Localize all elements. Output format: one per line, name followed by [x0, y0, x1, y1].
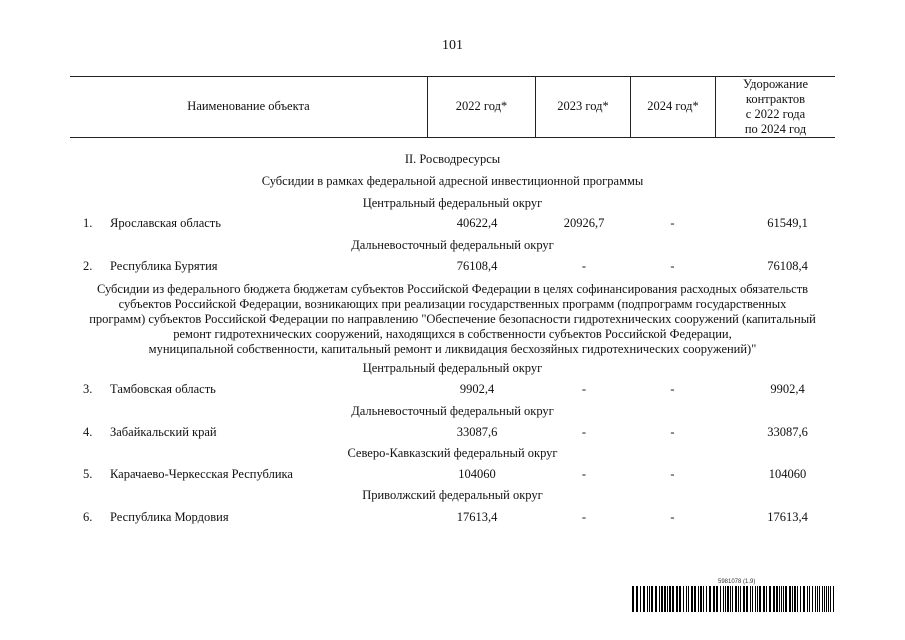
row-number: 4.: [83, 425, 93, 439]
table-row: [70, 425, 835, 441]
barcode-bar: [759, 586, 761, 612]
district-heading: Приволжский федеральный округ: [362, 488, 543, 502]
section-agency: II. Росводресурсы: [404, 152, 501, 166]
row-name: Забайкальский край: [110, 425, 217, 439]
barcode-bar: [698, 586, 699, 612]
table-row: [70, 259, 835, 275]
row-name: Тамбовская область: [110, 382, 216, 396]
row-2023: -: [581, 510, 587, 524]
header-increase-line: Удорожание: [742, 76, 808, 91]
barcode-bar: [640, 586, 641, 612]
header-increase-line: с 2022 года: [745, 106, 806, 121]
barcode-bar: [735, 586, 737, 612]
barcode-bar: [794, 586, 796, 612]
barcode-bar: [830, 586, 831, 612]
barcode-bar: [776, 586, 778, 612]
row-2022: 9902,4: [459, 382, 495, 396]
barcode-bar: [797, 586, 798, 612]
barcode-bar: [740, 586, 741, 612]
barcode-bar: [746, 586, 748, 612]
barcode-bar: [664, 586, 666, 612]
barcode-bar: [667, 586, 668, 612]
barcode-bar: [757, 586, 758, 612]
program-text-line: субъектов Российской Федерации, возникающих при реализации государственных программ (подпрограмм государственных: [118, 297, 787, 311]
barcode-label: 5981078 (1.9): [718, 579, 756, 585]
barcode-bar: [643, 586, 645, 612]
row-2023: -: [581, 259, 587, 273]
table-row: [70, 382, 835, 398]
barcode-bar: [723, 586, 724, 612]
table-row: [70, 510, 835, 526]
barcode-bar: [676, 586, 678, 612]
barcode-bar: [709, 586, 711, 612]
row-2024: -: [670, 382, 675, 396]
barcode-bar: [659, 586, 660, 612]
barcode-bar: [766, 586, 767, 612]
barcode-bar: [752, 586, 753, 612]
barcode-bar: [779, 586, 780, 612]
row-increase: 76108,4: [767, 259, 808, 273]
row-name: Республика Мордовия: [110, 510, 229, 524]
barcode-bar: [815, 586, 816, 612]
barcode-bar: [636, 586, 638, 612]
row-2023: -: [581, 425, 587, 439]
header-increase-line: контрактов: [745, 91, 806, 106]
row-2022: 40622,4: [456, 216, 498, 230]
barcode-bar: [725, 586, 726, 612]
barcode-bar: [661, 586, 663, 612]
row-2022: 17613,4: [456, 510, 498, 524]
barcode-bar: [833, 586, 834, 612]
district-heading: Дальневосточный федеральный округ: [351, 238, 554, 252]
row-increase: 9902,4: [770, 382, 805, 396]
barcode-bar: [800, 586, 801, 612]
row-2024: -: [670, 510, 675, 524]
barcode-bar: [785, 586, 787, 612]
barcode-bar: [763, 586, 765, 612]
barcode-bar: [789, 586, 791, 612]
barcode-bar: [783, 586, 784, 612]
row-increase: 104060: [768, 467, 807, 481]
page-number: 101: [442, 38, 463, 53]
row-2024: -: [670, 216, 675, 230]
barcode-bar: [651, 586, 653, 612]
barcode-bar: [703, 586, 704, 612]
header-increase: [716, 76, 835, 137]
program-text-line: программ) субъектов Российской Федерации по направлению "Обеспечение безопасности гидротехнических сооружений (капитальный: [89, 312, 816, 326]
barcode-bar: [750, 586, 751, 612]
table-header-bottom-rule: [70, 137, 835, 138]
barcode-bar: [655, 586, 657, 612]
barcode-bar: [755, 586, 756, 612]
row-number: 2.: [83, 259, 93, 273]
barcode-bar: [822, 586, 823, 612]
header-increase-line: по 2024 год: [744, 121, 807, 136]
barcode-bar: [828, 586, 829, 612]
header-2023: 2023 год*: [557, 99, 609, 113]
barcode-bar: [773, 586, 775, 612]
barcode-bar: [732, 586, 733, 612]
row-2024: -: [670, 425, 675, 439]
barcode-bar: [727, 586, 729, 612]
barcode-bar: [686, 586, 687, 612]
row-increase: 33087,6: [767, 425, 808, 439]
barcode-bar: [688, 586, 689, 612]
barcode-bar: [781, 586, 782, 612]
row-number: 3.: [83, 382, 93, 396]
barcode-bar: [679, 586, 681, 612]
row-increase: 17613,4: [767, 510, 808, 524]
row-number: 1.: [83, 216, 93, 230]
program-text-line: ремонт гидротехнических сооружений, находящихся в собственности субъектов Российской Федерации,: [173, 327, 732, 341]
district-heading: Северо-Кавказский федеральный округ: [347, 446, 558, 460]
barcode-bar: [720, 586, 721, 612]
barcode-bar: [672, 586, 674, 612]
barcode-bar: [812, 586, 813, 612]
section-program-description: [70, 282, 835, 357]
barcode-bar: [649, 586, 650, 612]
section-program: Субсидии в рамках федеральной адресной инвестиционной программы: [261, 174, 644, 188]
district-heading: Дальневосточный федеральный округ: [351, 404, 554, 418]
row-name: Ярославская область: [110, 216, 221, 230]
barcode-bar: [716, 586, 718, 612]
barcode-bar: [809, 586, 810, 612]
barcode-bar: [669, 586, 671, 612]
district-heading: Центральный федеральный округ: [362, 196, 543, 210]
barcode-bar: [691, 586, 693, 612]
barcode-bar: [743, 586, 745, 612]
header-name: Наименование объекта: [187, 99, 310, 113]
barcode-bar: [819, 586, 820, 612]
barcode-bar: [769, 586, 771, 612]
program-text-line: Субсидии из федерального бюджета бюджетам субъектов Российской Федерации в целях софинансирования расходных обязательств: [96, 282, 809, 296]
row-number: 5.: [83, 467, 93, 481]
table-row: [70, 467, 835, 483]
header-2024: 2024 год*: [647, 99, 699, 113]
row-2022: 76108,4: [456, 259, 498, 273]
program-text-line: муниципальной собственности, капитальный ремонт и ликвидация бесхозяйных гидротехнических сооружений)": [148, 342, 757, 356]
barcode-bar: [807, 586, 808, 612]
row-number: 6.: [83, 510, 93, 524]
barcode-bar: [694, 586, 696, 612]
barcode-bar: [647, 586, 648, 612]
row-2023: 20926,7: [563, 216, 605, 230]
barcode-bar: [730, 586, 731, 612]
barcode-bar: [826, 586, 827, 612]
row-2022: 33087,6: [456, 425, 498, 439]
district-heading: Центральный федеральный округ: [362, 361, 543, 375]
barcode-bar: [817, 586, 818, 612]
row-name: Республика Бурятия: [110, 259, 218, 273]
row-2022: 104060: [458, 467, 496, 481]
barcode-bar: [792, 586, 793, 612]
barcode-bar: [706, 586, 707, 612]
row-name: Карачаево-Черкесская Республика: [110, 467, 293, 481]
barcode-bar: [713, 586, 715, 612]
row-increase: 61549,1: [767, 216, 808, 230]
row-2024: -: [670, 467, 675, 481]
row-2024: -: [670, 259, 675, 273]
row-2023: -: [581, 382, 587, 396]
barcode-bar: [803, 586, 805, 612]
barcode-bar: [700, 586, 702, 612]
header-2022: 2022 год*: [455, 99, 508, 113]
table-row: [70, 216, 835, 232]
barcode-bar: [824, 586, 825, 612]
barcode-bar: [683, 586, 684, 612]
barcode-bar: [632, 586, 634, 612]
barcode-bar: [738, 586, 739, 612]
row-2023: -: [581, 467, 587, 481]
barcode-image: [632, 586, 837, 612]
